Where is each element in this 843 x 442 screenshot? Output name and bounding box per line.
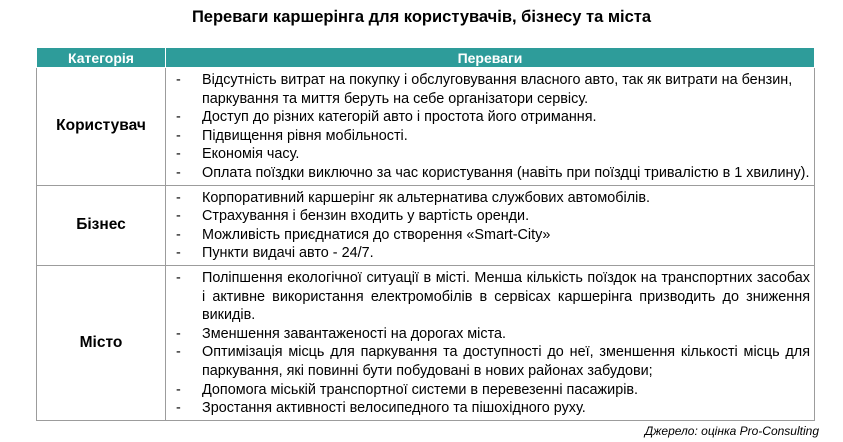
list-item: - Оптимізація місць для паркування та доступності до неї, зменшення кількості місць для паркування, які повинні бути побудовані в нових районах забудови;: [166, 343, 810, 380]
category-cell: Користувач: [37, 68, 166, 186]
page-title: Переваги каршерінга для користувачів, бізнесу та міста: [191, 8, 652, 26]
list-item: - Пункти видачі авто - 24/7.: [166, 244, 810, 263]
list-item: - Поліпшення екологічної ситуації в місті. Менша кількість поїздок на транспортних засобах і активне використання електромобілів в сервісах каршерінга призводить до зниження викидів.: [166, 269, 810, 325]
list-item: - Економія часу.: [166, 145, 810, 164]
list-item: - Можливість приєднатися до створення «Smart-City»: [166, 226, 810, 245]
list-item: - Зменшення завантаженості на дорогах міста.: [166, 325, 810, 344]
benefits-cell: [166, 185, 815, 265]
category-cell: Місто: [37, 265, 166, 420]
list-item: - Підвищення рівня мобільності.: [166, 127, 810, 146]
list-item: - Відсутність витрат на покупку і обслуговування власного авто, так як витрати на бензин, паркування та миття беруть на себе організатори сервісу.: [166, 71, 810, 108]
list-item: - Страхування і бензин входить у вартість оренди.: [166, 207, 810, 226]
table-row: [37, 68, 815, 186]
table-row: [37, 265, 815, 420]
source-note: Джерело: оцінка Pro-Consulting: [644, 424, 819, 438]
table-header-row: [37, 48, 815, 68]
category-cell: Бізнес: [37, 185, 166, 265]
benefits-table: [36, 47, 815, 421]
benefits-list: [166, 186, 814, 265]
header-category: Категорія: [37, 48, 166, 68]
list-item: - Корпоративний каршерінг як альтернатива службових автомобілів.: [166, 189, 810, 208]
list-item: - Оплата поїздки виключно за час користування (навіть при поїздці тривалістю в 1 хвилину).: [166, 164, 810, 183]
header-benefits: Переваги: [166, 48, 815, 68]
table-row: [37, 185, 815, 265]
list-item: - Доступ до різних категорій авто і простота його отримання.: [166, 108, 810, 127]
benefits-cell: [166, 68, 815, 186]
list-item: - Зростання активності велосипедного та пішохідного руху.: [166, 399, 810, 418]
benefits-list: [166, 266, 814, 420]
benefits-cell: [166, 265, 815, 420]
list-item: - Допомога міській транспортної системи в перевезенні пасажирів.: [166, 381, 810, 400]
benefits-list: [166, 68, 814, 185]
